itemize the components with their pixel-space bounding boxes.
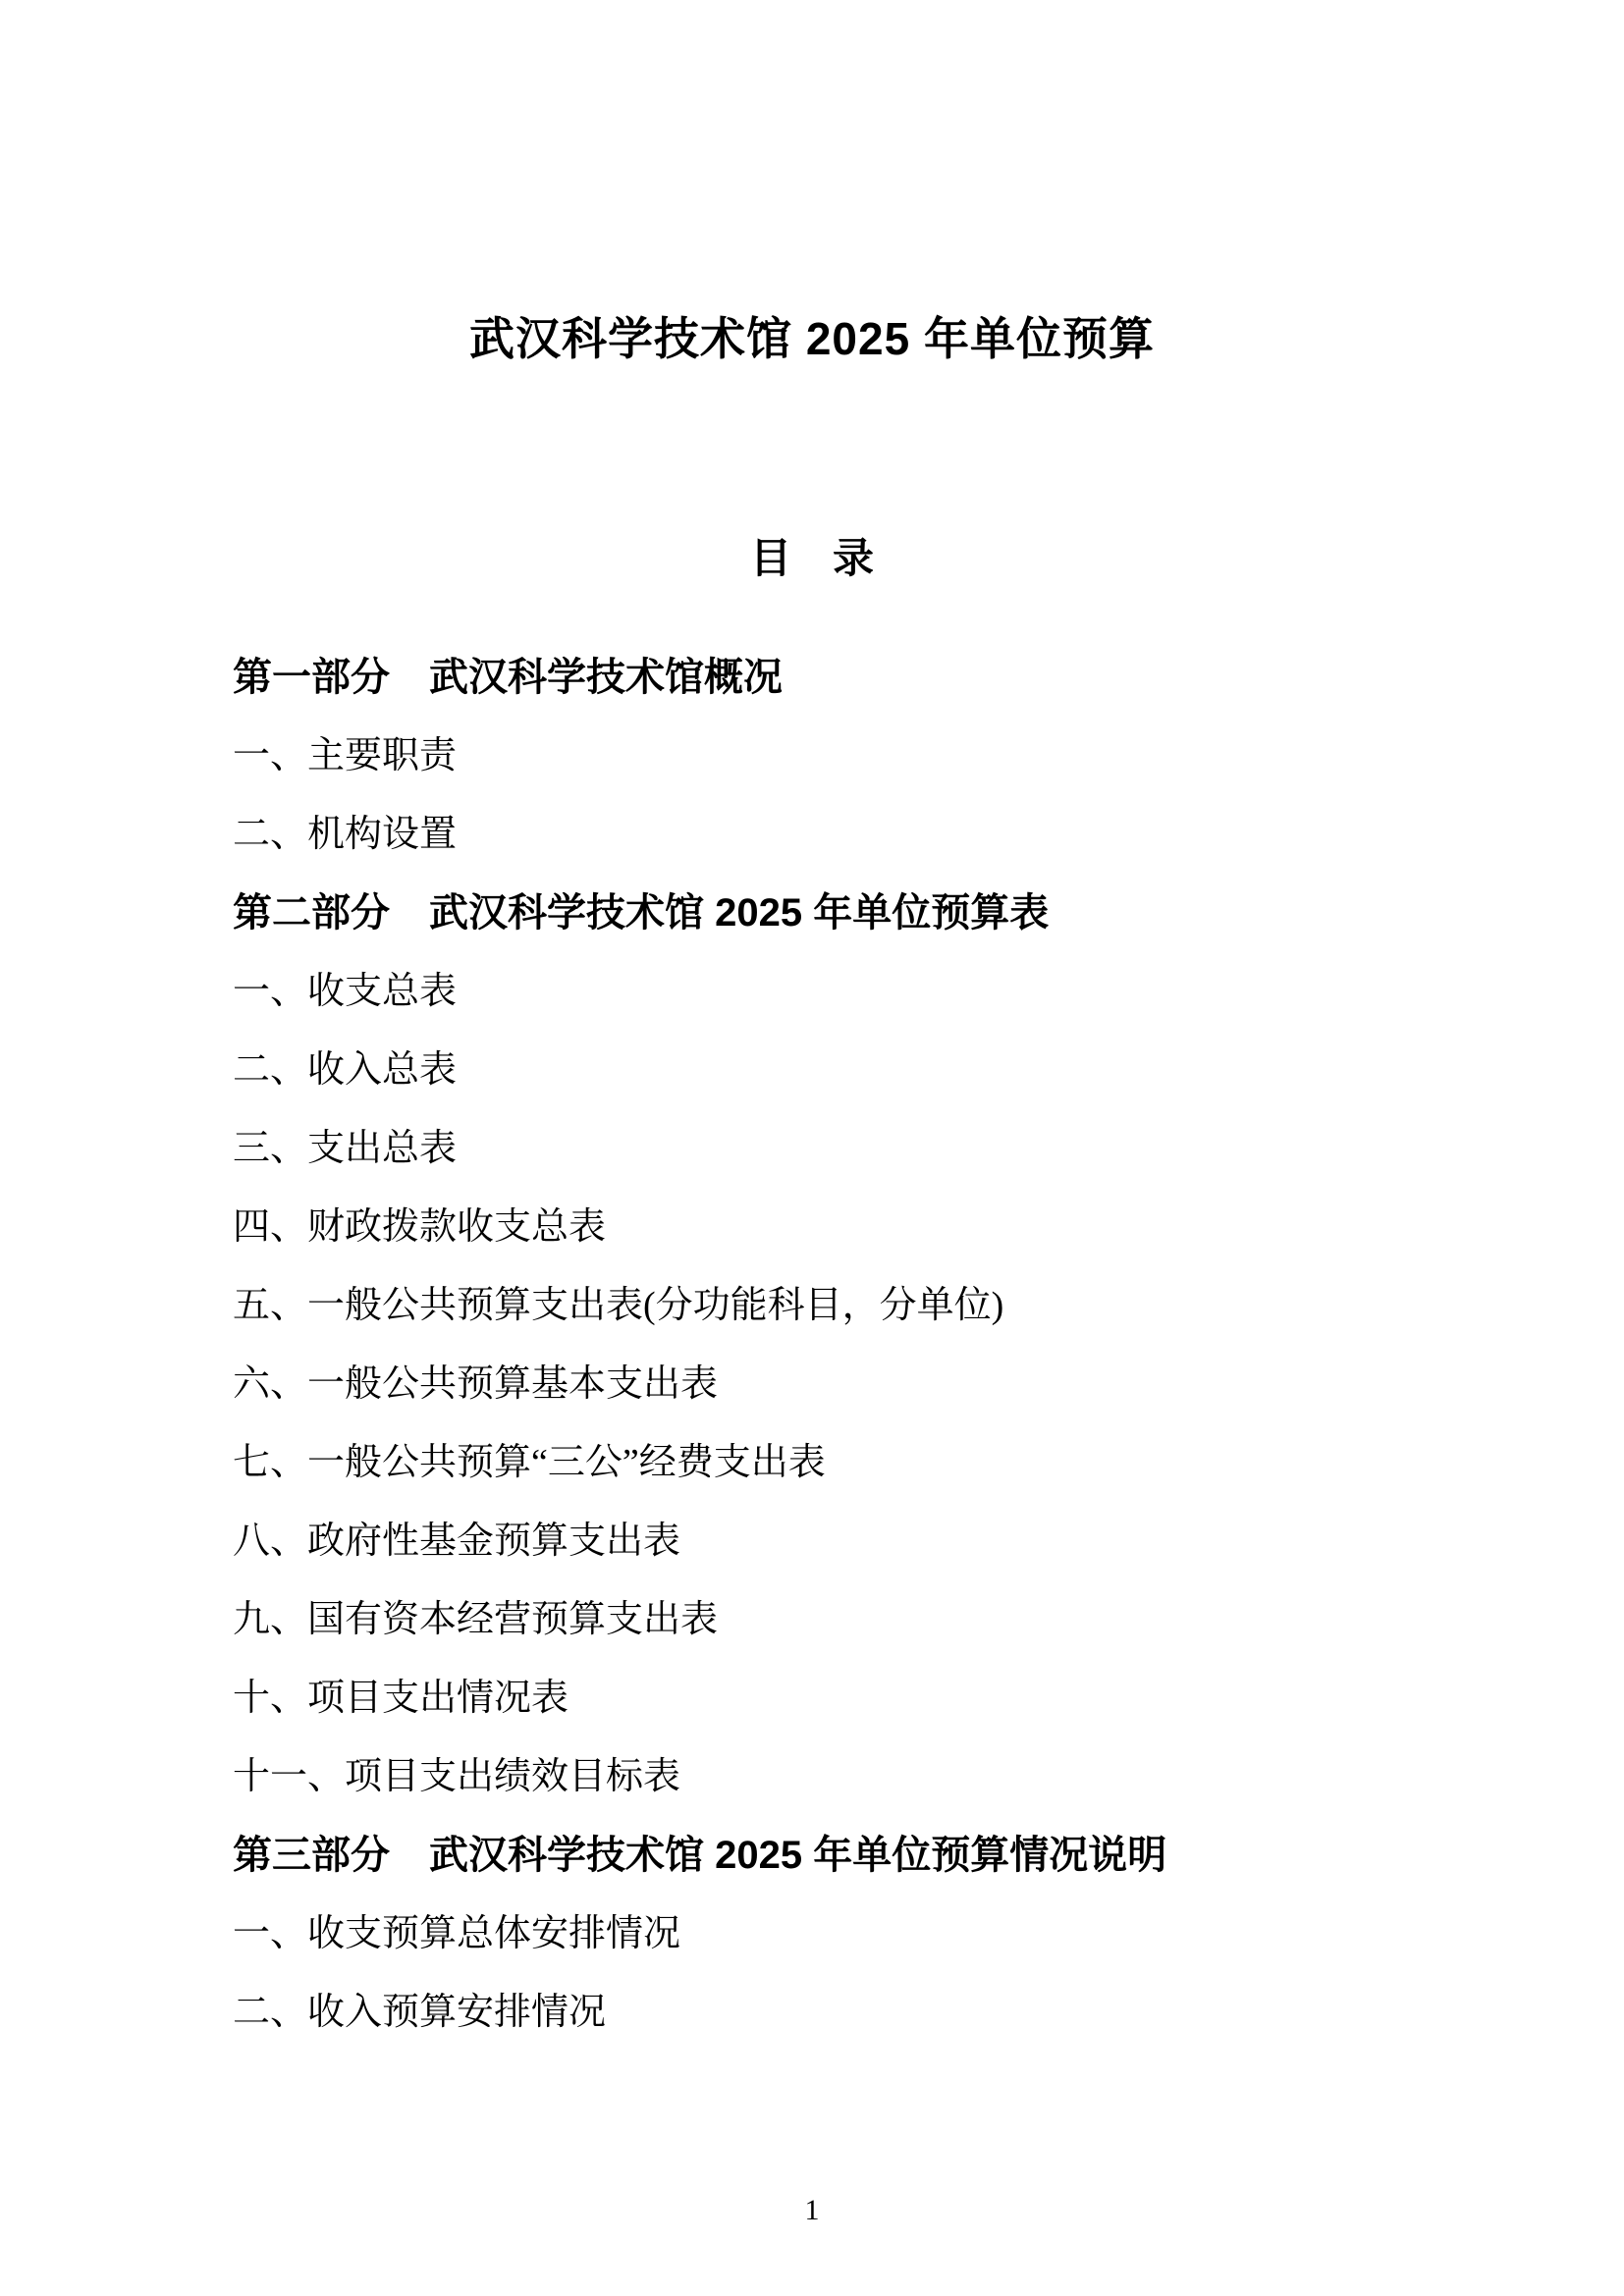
toc-item-budget-overall-arrangement: 一、收支预算总体安排情况 [233,1913,681,1954]
toc-section-heading-part1: 第一部分 武汉科学技术馆概况 [233,656,783,699]
toc-item-three-public-expenses: 七、一般公共预算“三公”经费支出表 [233,1442,826,1483]
toc-item-general-public-budget-basic-expenditure: 六、一般公共预算基本支出表 [233,1363,719,1405]
document-title: 武汉科学技术馆 2025 年单位预算 [469,313,1155,364]
toc-item-revenue-summary: 二、收入总表 [233,1049,458,1091]
toc-item-fiscal-appropriation-summary: 四、财政拨款收支总表 [233,1206,607,1248]
toc-item-project-expenditure: 十、项目支出情况表 [233,1678,569,1719]
toc-item-expenditure-summary: 三、支出总表 [233,1128,458,1169]
toc-heading: 目 录 [749,535,874,581]
toc-item-org-structure: 二、机构设置 [233,814,458,855]
toc-section-heading-part3: 第三部分 武汉科学技术馆 2025 年单位预算情况说明 [233,1834,1167,1877]
toc-item-revenue-expenditure-summary: 一、收支总表 [233,971,458,1012]
toc-item-state-capital-budget-expenditure: 九、国有资本经营预算支出表 [233,1599,719,1640]
toc-item-revenue-budget-arrangement: 二、收入预算安排情况 [233,1992,607,2033]
toc-list [233,638,1526,2052]
toc-section-heading-part2: 第二部分 武汉科学技术馆 2025 年单位预算表 [233,891,1050,934]
toc-item-government-fund-budget-expenditure: 八、政府性基金预算支出表 [233,1521,681,1562]
toc-item-general-public-budget-expenditure: 五、一般公共预算支出表(分功能科目，分单位) [233,1285,1004,1326]
toc-item-project-performance-targets: 十一、项目支出绩效目标表 [233,1756,681,1797]
page-number: 1 [804,2194,820,2226]
toc-item-main-duties: 一、主要职责 [233,735,458,776]
